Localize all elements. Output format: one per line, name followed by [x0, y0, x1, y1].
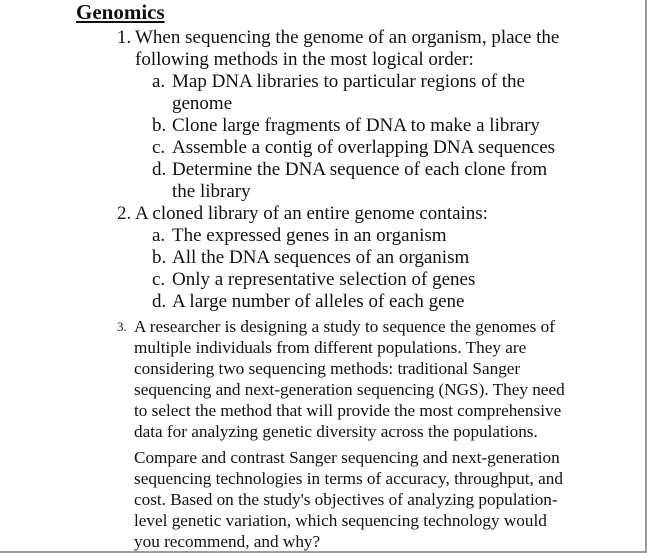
question-text-line: data for analyzing genetic diversity across the populations.	[134, 422, 538, 441]
question-text-line: multiple individuals from different populations. They are	[134, 338, 527, 357]
option-text-line: genome	[172, 93, 233, 114]
option-text-line: The expressed genes in an organism	[172, 225, 447, 246]
option-letter: d.	[152, 159, 167, 180]
question-text-line: level genetic variation, which sequencing technology would	[134, 511, 547, 530]
option-letter: d.	[152, 291, 167, 312]
option-text-line: Only a representative selection of genes	[172, 269, 476, 290]
question-text-line: cost. Based on the study's objectives of analyzing population-	[134, 490, 558, 509]
question-number: 3.	[117, 319, 127, 334]
question-text-line: When sequencing the genome of an organism, place the	[135, 27, 560, 48]
option-text-line: Clone large fragments of DNA to make a library	[172, 115, 540, 136]
option-letter: c.	[152, 269, 166, 290]
question-text-line: Compare and contrast Sanger sequencing and next-generation	[134, 448, 560, 467]
option-letter: c.	[152, 137, 166, 158]
question-text-line: to select the method that will provide the most comprehensive	[134, 401, 562, 420]
option-text-line: All the DNA sequences of an organism	[172, 247, 470, 268]
question-number: 2.	[117, 203, 132, 224]
question-text-line: A cloned library of an entire genome contains:	[135, 203, 488, 224]
option-letter: a.	[152, 225, 166, 246]
option-text-line: Assemble a contig of overlapping DNA sequences	[172, 137, 556, 158]
question-text-line: sequencing technologies in terms of accuracy, throughput, and	[134, 469, 563, 488]
section-title: Genomics	[76, 0, 165, 24]
option-text-line: Map DNA libraries to particular regions of the	[172, 71, 525, 92]
option-text-line: the library	[172, 181, 251, 202]
question-text-line: considering two sequencing methods: traditional Sanger	[134, 359, 521, 378]
option-letter: b.	[152, 247, 167, 268]
question-text-line: sequencing and next-generation sequencing (NGS). They need	[134, 380, 565, 399]
option-text-line: A large number of alleles of each gene	[172, 291, 465, 312]
option-letter: a.	[152, 71, 166, 92]
question-number: 1.	[117, 27, 132, 48]
option-letter: b.	[152, 115, 167, 136]
question-text-line: A researcher is designing a study to sequence the genomes of	[134, 317, 555, 336]
question-text-line: you recommend, and why?	[134, 532, 321, 551]
question-text-line: following methods in the most logical order:	[135, 49, 474, 70]
option-text-line: Determine the DNA sequence of each clone from	[172, 159, 548, 180]
